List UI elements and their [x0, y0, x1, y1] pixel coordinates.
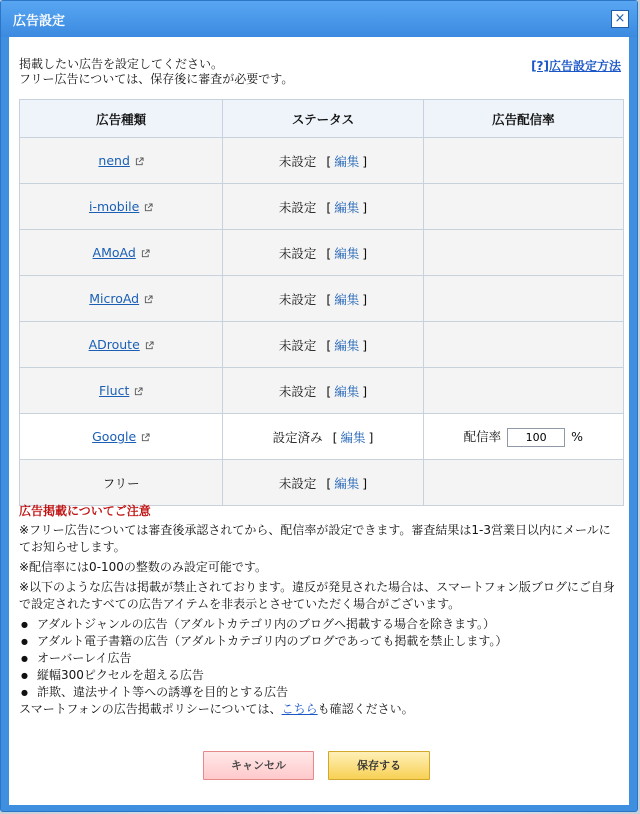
rate-unit: % [571, 428, 584, 444]
bracket-close: ] [362, 383, 368, 399]
rate-cell [423, 460, 623, 506]
external-link-icon [135, 157, 144, 166]
provider-cell [20, 230, 223, 276]
policy-link[interactable]: こちら [281, 702, 318, 716]
bracket-open: [ [326, 337, 332, 353]
edit-link[interactable]: 編集 [334, 199, 360, 215]
header-ad-type: 広告種類 [20, 100, 223, 138]
status-cell [223, 322, 423, 368]
external-link-icon [141, 433, 150, 442]
edit-link[interactable]: 編集 [334, 291, 360, 307]
list-item: ● 縦幅300ピクセルを超える広告 [33, 667, 619, 684]
status-cell [223, 276, 423, 322]
edit-wrap [326, 384, 367, 399]
edit-wrap [326, 338, 367, 353]
status-cell [223, 414, 423, 460]
edit-wrap [326, 246, 367, 261]
rate-cell [423, 276, 623, 322]
status-text: 未設定 [278, 245, 317, 261]
bracket-open: [ [326, 291, 332, 307]
status-cell [223, 184, 423, 230]
intro-line-2: フリー広告については、保存後に審査が必要です。 [19, 72, 294, 86]
notice-rate-range: ※配信率には0-100の整数のみ設定可能です。 [19, 560, 267, 574]
rate-cell [423, 368, 623, 414]
provider-link[interactable]: Google [92, 429, 137, 444]
table-row [20, 184, 624, 230]
bracket-close: ] [362, 291, 368, 307]
provider-link[interactable]: MicroAd [89, 291, 140, 306]
provider-cell [20, 414, 223, 460]
status-cell [223, 368, 423, 414]
close-button[interactable] [611, 10, 629, 28]
edit-wrap [326, 476, 367, 491]
policy-text-after: も確認ください。 [317, 702, 414, 716]
bracket-open: [ [326, 199, 332, 215]
edit-wrap [326, 200, 367, 215]
provider-link[interactable]: ADroute [88, 337, 140, 352]
dialog-body [9, 37, 629, 805]
bracket-open: [ [326, 383, 332, 399]
status-text: 未設定 [278, 153, 317, 169]
edit-link[interactable]: 編集 [334, 475, 360, 491]
bracket-open: [ [326, 245, 332, 261]
provider-name: フリー [102, 475, 140, 491]
status-text: 未設定 [278, 383, 317, 399]
edit-wrap [326, 154, 367, 169]
table-row [20, 230, 624, 276]
bracket-close: ] [362, 153, 368, 169]
external-link-icon [134, 387, 143, 396]
table-row [20, 414, 624, 460]
provider-cell [20, 138, 223, 184]
status-text: 設定済み [272, 429, 323, 445]
status-cell [223, 230, 423, 276]
edit-link[interactable]: 編集 [334, 383, 360, 399]
table-row [20, 322, 624, 368]
provider-link[interactable]: Fluct [98, 383, 130, 398]
edit-link[interactable]: 編集 [334, 337, 360, 353]
provider-link[interactable]: AMoAd [92, 245, 136, 260]
table-row [20, 138, 624, 184]
rate-label: 配信率 [463, 428, 502, 444]
table-row [20, 460, 624, 506]
dialog-title: 広告設定 [13, 14, 66, 29]
ad-settings-table [19, 99, 624, 506]
help-link[interactable]: [?]広告設定方法 [531, 59, 621, 73]
header-delivery-rate: 広告配信率 [423, 100, 623, 138]
bracket-open: [ [332, 429, 338, 445]
rate-cell [423, 184, 623, 230]
rate-cell [423, 322, 623, 368]
provider-cell [20, 460, 223, 506]
status-text: 未設定 [278, 337, 317, 353]
status-text: 未設定 [278, 199, 317, 215]
header-status: ステータス [223, 100, 423, 138]
cancel-button[interactable]: キャンセル [203, 751, 314, 780]
notice-free-ad: ※フリー広告については審査後承認されてから、配信率が設定できます。審査結果は1-3営業日以内にメールにてお知らせします。 [19, 523, 611, 554]
list-item: ● オーバーレイ広告 [33, 650, 619, 667]
intro-line-1: 掲載したい広告を設定してください。 [19, 57, 224, 71]
bracket-close: ] [362, 337, 368, 353]
status-cell [223, 138, 423, 184]
bracket-close: ] [362, 475, 368, 491]
table-header-row [20, 100, 624, 138]
policy-line [19, 701, 619, 718]
provider-cell [20, 276, 223, 322]
rate-input[interactable] [507, 428, 565, 447]
bracket-close: ] [368, 429, 374, 445]
status-text: 未設定 [278, 475, 317, 491]
list-item: ● アダルト電子書籍の広告（アダルトカテゴリ内のブログであっても掲載を禁止します。） [33, 633, 619, 650]
external-link-icon [144, 203, 153, 212]
dialog-titlebar [1, 1, 637, 37]
notice-title: 広告掲載についてご注意 [19, 504, 151, 518]
edit-link[interactable]: 編集 [334, 245, 360, 261]
external-link-icon [145, 341, 154, 350]
notice-prohibited: ※以下のような広告は掲載が禁止されております。違反が発見された場合は、スマートフォン版ブログにご自身で設定されたすべての広告アイテムを非表示とさせていただく場合がございます。 [19, 580, 615, 611]
rate-cell [423, 414, 623, 460]
provider-cell [20, 368, 223, 414]
external-link-icon [141, 249, 150, 258]
provider-link[interactable]: i-mobile [88, 199, 140, 214]
policy-text-before: スマートフォンの広告掲載ポリシーについては、 [19, 702, 282, 716]
edit-link[interactable]: 編集 [340, 429, 366, 445]
edit-wrap [333, 430, 374, 445]
rate-cell [423, 138, 623, 184]
bracket-close: ] [362, 199, 368, 215]
bracket-open: [ [326, 475, 332, 491]
bracket-close: ] [362, 245, 368, 261]
close-icon: × [614, 11, 626, 26]
status-text: 未設定 [278, 291, 317, 307]
list-item: ● アダルトジャンルの広告（アダルトカテゴリ内のブログへ掲載する場合を除きます。） [33, 616, 619, 633]
provider-cell [20, 322, 223, 368]
external-link-icon [144, 295, 153, 304]
table-row [20, 276, 624, 322]
bracket-open: [ [326, 153, 332, 169]
edit-link[interactable]: 編集 [334, 153, 360, 169]
list-item: ● 詐欺、違法サイト等への誘導を目的とする広告 [33, 684, 619, 701]
edit-wrap [326, 292, 367, 307]
save-button[interactable]: 保存する [328, 751, 430, 780]
rate-cell [423, 230, 623, 276]
status-cell [223, 460, 423, 506]
provider-cell [20, 184, 223, 230]
intro-text [19, 57, 293, 87]
table-row [20, 368, 624, 414]
provider-link[interactable]: nend [98, 153, 130, 168]
prohibited-list [19, 616, 619, 701]
notice-section [19, 503, 619, 718]
